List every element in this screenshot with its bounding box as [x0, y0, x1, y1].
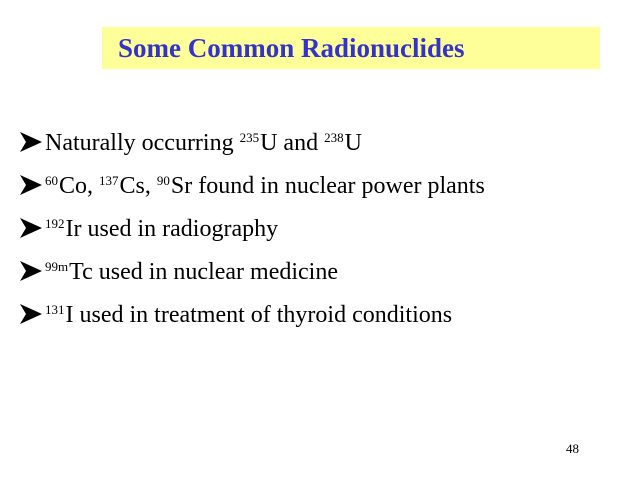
bullet-item: [20, 130, 485, 173]
superscript: 238: [324, 130, 344, 146]
superscript: 192: [45, 216, 65, 232]
bullet-text: [45, 173, 485, 200]
page-number: 48: [566, 441, 579, 456]
text-run: Co,: [59, 173, 100, 199]
bullet-text: [45, 130, 362, 157]
bullet-item: [20, 216, 485, 259]
text-run: U and: [260, 130, 325, 156]
superscript: 235: [239, 130, 260, 146]
text-run: U: [344, 130, 362, 156]
bullet-text: [45, 302, 452, 329]
arrow-bullet-icon: [20, 261, 43, 281]
text-run: I used in treatment of thyroid conditions: [65, 302, 453, 328]
bullet-list: [20, 130, 485, 345]
superscript: 131: [45, 302, 65, 318]
slide-title: Some Common Radionuclides: [118, 33, 465, 63]
superscript: 60: [45, 173, 58, 189]
bullet-item: [20, 259, 485, 302]
text-run: Sr found in nuclear power plants: [170, 173, 485, 199]
superscript: 90: [156, 173, 170, 189]
text-run: Naturally occurring: [45, 130, 240, 156]
arrow-bullet-icon: [20, 218, 43, 238]
title-banner: [102, 27, 600, 69]
bullet-item: [20, 302, 485, 345]
superscript: 137: [99, 173, 119, 189]
text-run: Ir used in radiography: [65, 216, 279, 242]
arrow-bullet-icon: [20, 304, 43, 324]
arrow-bullet-icon: [20, 175, 43, 195]
bullet-text: [45, 216, 278, 243]
arrow-bullet-icon: [20, 132, 43, 152]
text-run: Tc used in nuclear medicine: [69, 259, 338, 285]
bullet-text: [45, 259, 338, 286]
superscript: 99m: [45, 259, 69, 275]
text-run: Cs,: [119, 173, 157, 199]
bullet-item: [20, 173, 485, 216]
